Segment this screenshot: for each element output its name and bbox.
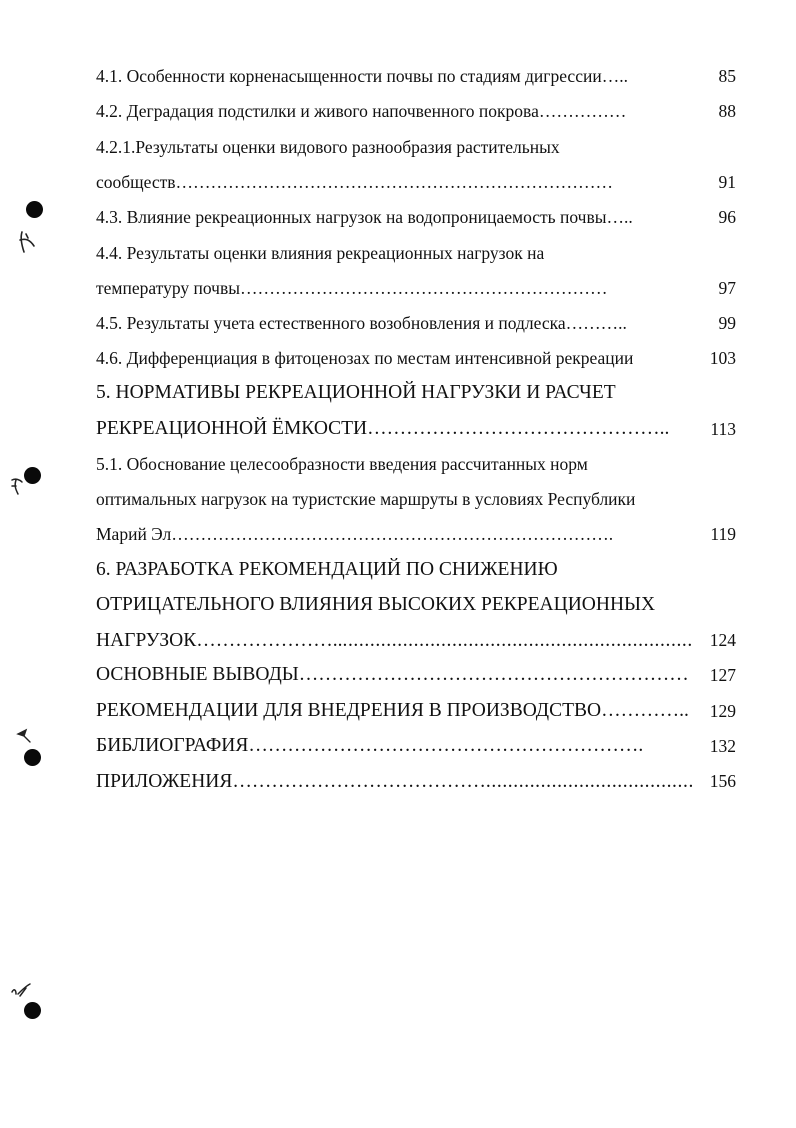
toc-dot-leader — [342, 626, 692, 656]
toc-bibliography-page: 132 — [709, 736, 736, 756]
toc-chapter-6-line3-row — [96, 625, 736, 655]
binding-hole-mark — [24, 749, 41, 766]
toc-entry-5-1-page: 119 — [710, 524, 736, 544]
toc-conclusions-page: 127 — [709, 665, 736, 685]
toc-chapter-6-line1: 6. РАЗРАБОТКА РЕКОМЕНДАЦИЙ ПО СНИЖЕНИЮ — [96, 559, 558, 580]
toc-chapter-5-page: 113 — [710, 419, 736, 439]
toc-chapter-6-line3: НАГРУЗОК………………….. — [96, 630, 343, 651]
handwritten-mark-icon — [14, 228, 40, 256]
toc-entry-4-2-1-page: 91 — [718, 172, 736, 192]
toc-chapter-6-page: 124 — [709, 630, 736, 650]
toc-conclusions-text: ОСНОВНЫЕ ВЫВОДЫ…………………………………………………… — [96, 664, 689, 685]
toc-appendices-text: ПРИЛОЖЕНИЯ………………………………… — [96, 771, 486, 792]
toc-appendices-row — [96, 766, 736, 796]
toc-chapter-5-line2: РЕКРЕАЦИОННОЙ ЁМКОСТИ……………………………………….. — [96, 418, 670, 439]
handwritten-mark-icon — [8, 474, 30, 496]
toc-chapter-5-line1: 5. НОРМАТИВЫ РЕКРЕАЦИОННОЙ НАГРУЗКИ И РАСЧЕТ — [96, 382, 616, 403]
toc-entry-4-1-text: 4.1. Особенности корненасыщенности почвы по стадиям дигрессии….. — [96, 66, 628, 86]
toc-entry-4-2-page: 88 — [718, 101, 736, 121]
toc-entry-4-4-line1: 4.4. Результаты оценки влияния рекреационных нагрузок на — [96, 243, 545, 263]
toc-entry-4-4-line2: температуру почвы……………………………………………………… — [96, 278, 608, 298]
toc-entry-5-1-line1: 5.1. Обоснование целесообразности введения рассчитанных норм — [96, 454, 588, 474]
toc-entry-5-1-line2: оптимальных нагрузок на туристские маршруты в условиях Республики — [96, 489, 636, 509]
toc-chapter-6-line2: ОТРИЦАТЕЛЬНОГО ВЛИЯНИЯ ВЫСОКИХ РЕКРЕАЦИОННЫХ — [96, 594, 656, 615]
toc-entry-4-3-page: 96 — [718, 207, 736, 227]
toc-entry-4-2-1-line1: 4.2.1.Результаты оценки видового разнообразия растительных — [96, 137, 560, 157]
toc-entry-4-2-1-line2: сообществ………………………………………………………………… — [96, 172, 614, 192]
toc-recommendations-text: РЕКОМЕНДАЦИИ ДЛЯ ВНЕДРЕНИЯ В ПРОИЗВОДСТВО………….. — [96, 700, 689, 721]
toc-entry-4-5-text: 4.5. Результаты учета естественного возобновления и подлеска……….. — [96, 313, 627, 333]
toc-dot-leader — [486, 767, 692, 797]
toc-entry-4-3-text: 4.3. Влияние рекреационных нагрузок на водопроницаемость почвы….. — [96, 207, 633, 227]
toc-entry-4-6-text: 4.6. Дифференциация в фитоценозах по местам интенсивной рекреации — [96, 348, 634, 368]
toc-entry-4-6-page: 103 — [709, 348, 736, 368]
toc-entry-4-1-page: 85 — [718, 66, 736, 86]
toc-entry-4-5-page: 99 — [718, 313, 736, 333]
toc-appendices-page: 156 — [709, 771, 736, 791]
toc-entry-4-2-text: 4.2. Деградация подстилки и живого напочвенного покрова…………… — [96, 101, 627, 121]
binding-hole-mark — [26, 201, 43, 218]
toc-entry-5-1-line3: Марий Эл…………………………………………………………………. — [96, 524, 614, 544]
toc-entry-4-4-page: 97 — [718, 278, 736, 298]
toc-bibliography-text: БИБЛИОГРАФИЯ……………………………………………………. — [96, 735, 644, 756]
handwritten-mark-icon — [14, 726, 36, 748]
handwritten-mark-icon — [8, 980, 36, 1004]
toc-recommendations-page: 129 — [709, 701, 736, 721]
binding-hole-mark — [24, 1002, 41, 1019]
